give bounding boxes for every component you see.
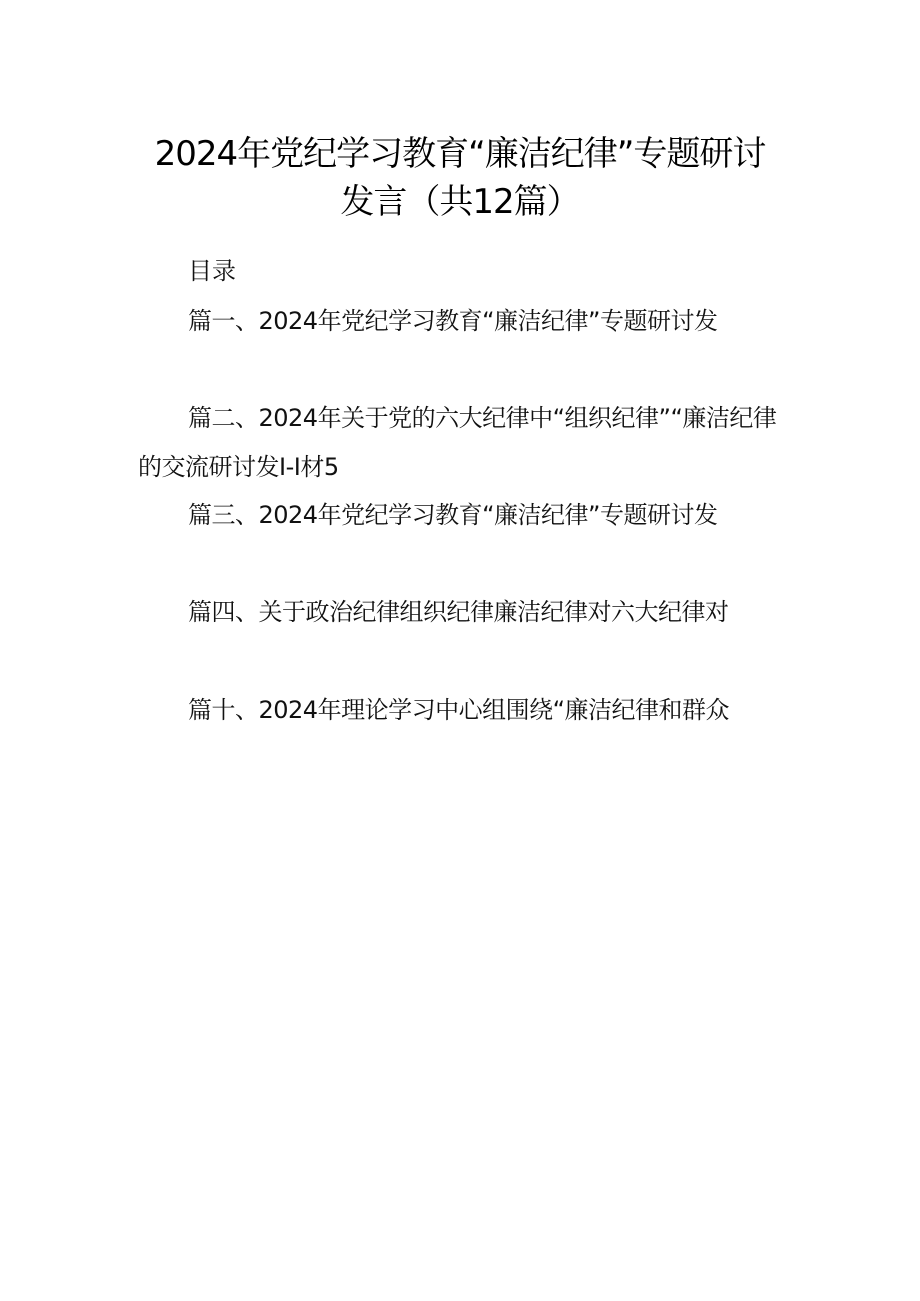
toc-item-3[interactable]: 篇三、2024年党纪学习教育“廉洁纪律”专题研讨发 — [188, 501, 718, 529]
toc-item-1[interactable]: 篇一、2024年党纪学习教育“廉洁纪律”专题研讨发 — [188, 307, 718, 335]
toc-item-4[interactable]: 篇四、关于政治纪律组织纪律廉洁纪律对六大纪律对 — [188, 598, 729, 626]
toc-item-2-line-1[interactable]: 篇二、2024年关于党的六大纪律中“组织纪律”“廉洁纪律 — [188, 404, 777, 432]
document-title-line-2: 发言（共12篇） — [340, 182, 580, 222]
document-title-line-1: 2024年党纪学习教育“廉洁纪律”专题研讨 — [154, 134, 766, 174]
toc-heading: 目录 — [188, 257, 236, 285]
toc-item-5[interactable]: 篇十、2024年理论学习中心组围绕“廉洁纪律和群众 — [188, 696, 730, 724]
toc-item-2-line-2[interactable]: 的交流研讨发I-I材5 — [138, 453, 339, 481]
